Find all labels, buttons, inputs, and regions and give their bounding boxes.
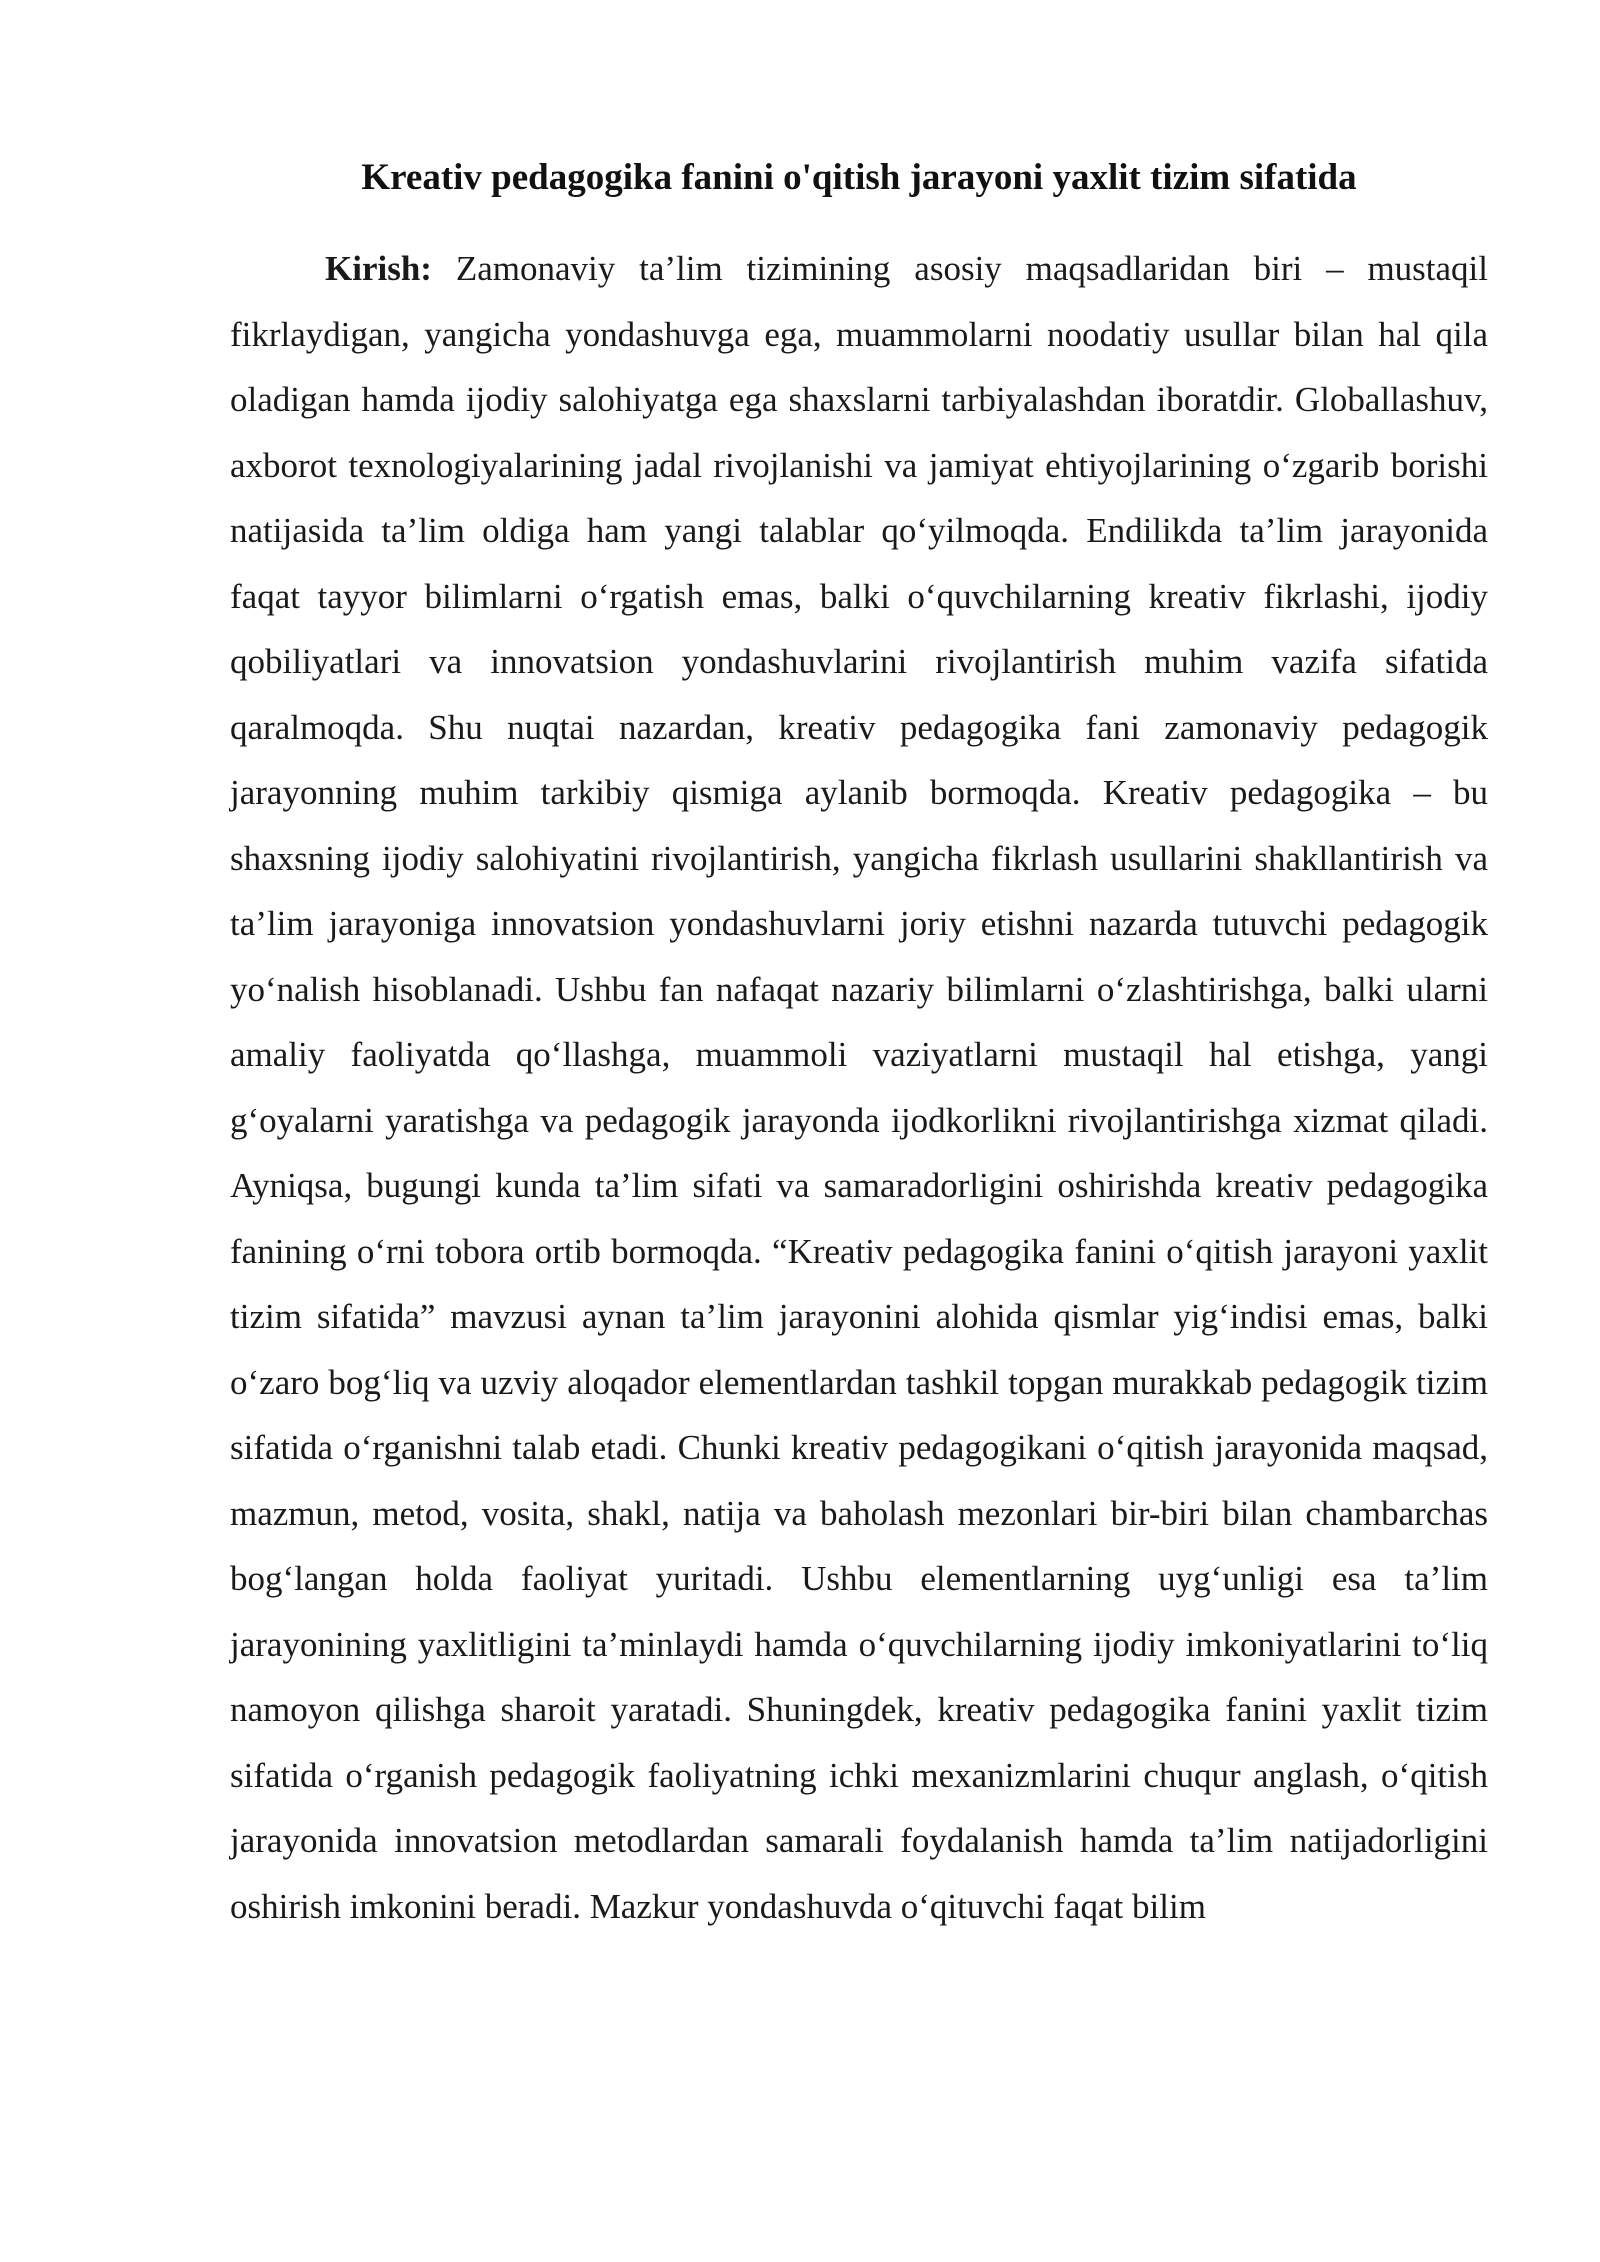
intro-label: Kirish: (325, 249, 432, 288)
document-page (230, 140, 1488, 1939)
intro-paragraph (230, 236, 1488, 1939)
intro-paragraph-text: Zamonaviy ta’lim tizimining asosiy maqsadlaridan biri – mustaqil fikrlaydigan, yangicha yondashuvga ega, muammolarni noodatiy usullar bilan hal qila oladigan hamda ijodiy salohiyatga ega shaxslarni tarbiyalashdan iboratdir. Globallashuv, axborot texnologiyalarining jadal rivojlanishi va jamiyat ehtiyojlarining o‘zgarib borishi natijasida ta’lim oldiga ham yangi talablar qo‘yilmoqda. Endilikda ta’lim jarayonida faqat tayyor bilimlarni o‘rgatish emas, balki o‘quvchilarning kreativ fikrlashi, ijodiy qobiliyatlari va innovatsion yondashuvlarini rivojlantirish muhim vazifa sifatida qaralmoqda. Shu nuqtai nazardan, kreativ pedagogika fani zamonaviy pedagogik jarayonning muhim tarkibiy qismiga aylanib bormoqda. Kreativ pedagogika – bu shaxsning ijodiy salohiyatini rivojlantirish, yangicha fikrlash usullarini shakllantirish va ta’lim jarayoniga innovatsion yondashuvlarni joriy etishni nazarda tutuvchi pedagogik yo‘nalish hisoblanadi. Ushbu fan nafaqat nazariy bilimlarni o‘zlashtirishga, balki ularni amaliy faoliyatda qo‘llashga, muammoli vaziyatlarni mustaqil hal etishga, yangi g‘oyalarni yaratishga va pedagogik jarayonda ijodkorlikni rivojlantirishga xizmat qiladi. Ayniqsa, bugungi kunda ta’lim sifati va samaradorligini oshirishda kreativ pedagogika fanining o‘rni tobora ortib bormoqda. “Kreativ pedagogika fanini o‘qitish jarayoni yaxlit tizim sifatida” mavzusi aynan ta’lim jarayonini alohida qismlar yig‘indisi emas, balki o‘zaro bog‘liq va uzviy aloqador elementlardan tashkil topgan murakkab pedagogik tizim sifatida o‘rganishni talab etadi. Chunki kreativ pedagogikani o‘qitish jarayonida maqsad, mazmun, metod, vosita, shakl, natija va baholash mezonlari bir-biri bilan chambarchas bog‘langan holda faoliyat yuritadi. Ushbu elementlarning uyg‘unligi esa ta’lim jarayonining yaxlitligini ta’minlaydi hamda o‘quvchilarning ijodiy imkoniyatlarini to‘liq namoyon qilishga sharoit yaratadi. Shuningdek, kreativ pedagogika fanini yaxlit tizim sifatida o‘rganish pedagogik faoliyatning ichki mexanizmlarini chuqur anglash, o‘qitish jarayonida innovatsion metodlardan samarali foydalanish hamda ta’lim natijadorligini oshirish imkonini beradi. Mazkur yondashuvda o‘qituvchi faqat bilim (230, 249, 1489, 1926)
document-title: Kreativ pedagogika fanini o'qitish jarayoni yaxlit tizim sifatida (361, 157, 1357, 198)
